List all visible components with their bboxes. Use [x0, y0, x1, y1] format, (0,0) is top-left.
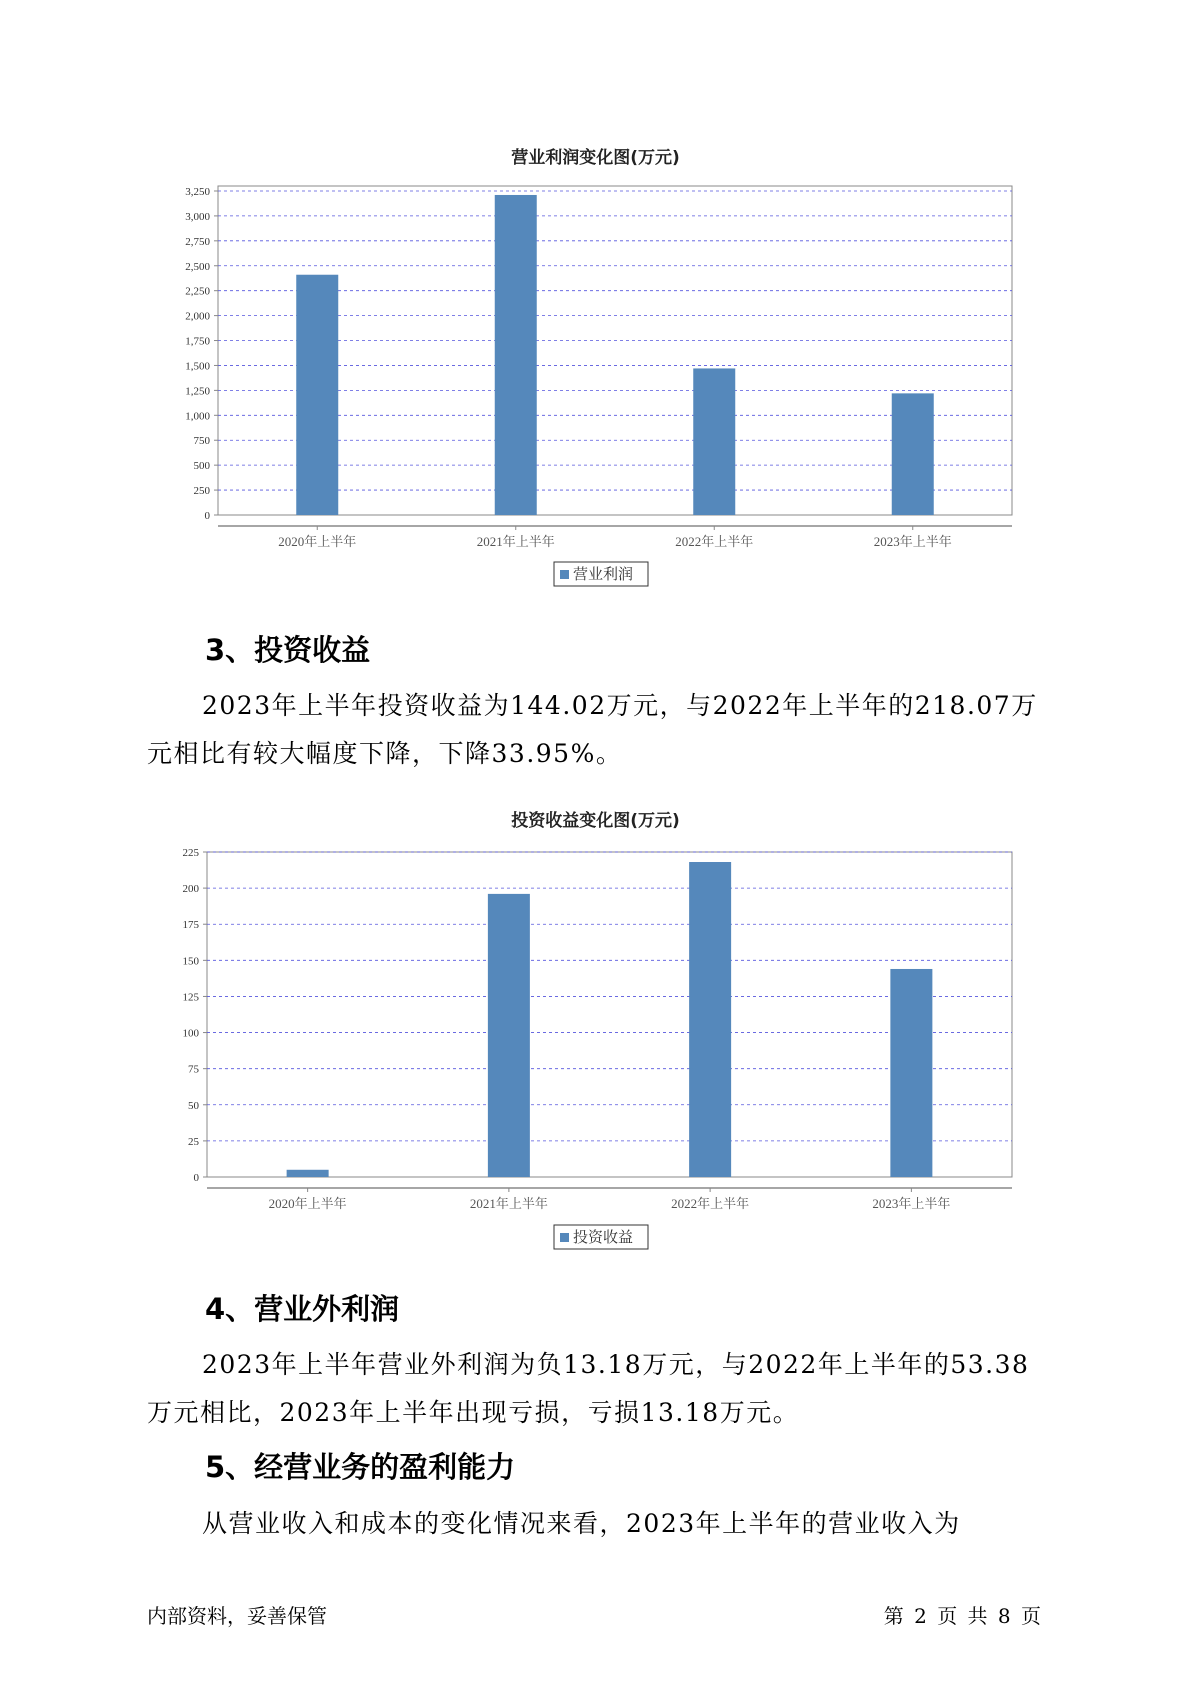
chart2-ytick-label: 125	[182, 991, 199, 1004]
section5-heading: 5、经营业务的盈利能力	[205, 1450, 516, 1484]
chart1-bar	[495, 195, 537, 515]
section3-paragraph: 2023年上半年投资收益为144.02万元，与2022年上半年的218.07万元相比有较大幅度下降，下降33.95%。	[147, 691, 1038, 768]
chart1-category-label: 2022年上半年	[675, 534, 754, 549]
chart1-ytick-label: 2,750	[185, 235, 210, 248]
chart2-ytick-label: 50	[188, 1099, 199, 1112]
chart2-category-label: 2020年上半年	[268, 1196, 347, 1211]
chart2-ytick-label: 100	[182, 1027, 199, 1040]
chart1-ytick-label: 500	[193, 460, 210, 473]
chart2-ytick-label: 25	[188, 1135, 199, 1148]
chart2-ytick-label: 75	[188, 1063, 199, 1076]
chart2-legend-swatch	[560, 1233, 569, 1242]
page-number: 第 2 页 共 8 页	[883, 1604, 1041, 1628]
chart2-legend-label: 投资收益	[573, 1230, 634, 1246]
chart2-ytick-label: 200	[182, 883, 199, 896]
section4-paragraph: 2023年上半年营业外利润为负13.18万元，与2022年上半年的53.38万元相比，2023年上半年出现亏损，亏损13.18万元。	[147, 1350, 1030, 1427]
chart1-ytick-label: 1,750	[185, 335, 210, 348]
chart1-ytick-label: 2,000	[185, 310, 210, 323]
chart2-category-label: 2021年上半年	[469, 1196, 548, 1211]
chart2-category-label: 2023年上半年	[872, 1196, 951, 1211]
chart2-bar	[488, 894, 530, 1177]
chart2-bar	[287, 1170, 329, 1177]
chart1-title: 营业利润变化图(万元)	[511, 148, 680, 168]
chart1-ytick-label: 750	[193, 435, 210, 448]
chart1-ytick-label: 2,250	[185, 285, 210, 298]
chart1-bar	[892, 393, 934, 515]
chart2-bar	[689, 862, 731, 1177]
footer-note: 内部资料，妥善保管	[147, 1604, 327, 1628]
chart1-ytick-label: 250	[193, 485, 210, 498]
chart1-legend-label: 营业利润	[573, 567, 634, 583]
chart1	[0, 180, 1191, 600]
section4-heading: 4、营业外利润	[205, 1292, 400, 1326]
chart2-title: 投资收益变化图(万元)	[511, 811, 680, 831]
chart2-ytick-label: 175	[182, 919, 199, 932]
section5-paragraph: 从营业收入和成本的变化情况来看，2023年上半年的营业收入为	[202, 1509, 961, 1538]
chart1-category-label: 2023年上半年	[873, 534, 952, 549]
chart2-ytick-label: 225	[182, 847, 199, 859]
chart1-bar	[693, 368, 735, 515]
chart2-bar	[890, 969, 932, 1177]
chart1-ytick-label: 1,250	[185, 385, 210, 398]
chart2-category-label: 2022年上半年	[671, 1196, 750, 1211]
chart1-ytick-label: 2,500	[185, 260, 210, 273]
chart2-ytick-label: 150	[182, 955, 199, 968]
chart1-legend-swatch	[560, 570, 569, 579]
chart1-ytick-label: 3,000	[185, 210, 210, 223]
chart1-ytick-label: 0	[204, 510, 210, 522]
chart1-ytick-label: 1,500	[185, 360, 210, 373]
chart1-ytick-label: 3,250	[185, 185, 210, 198]
chart1-bar	[296, 275, 338, 515]
chart1-category-label: 2021年上半年	[476, 534, 555, 549]
chart1-ytick-label: 1,000	[185, 410, 210, 423]
chart2-ytick-label: 0	[193, 1172, 199, 1184]
chart1-category-label: 2020年上半年	[278, 534, 357, 549]
section3-heading: 3、投资收益	[205, 633, 371, 667]
chart2	[0, 840, 1191, 1260]
